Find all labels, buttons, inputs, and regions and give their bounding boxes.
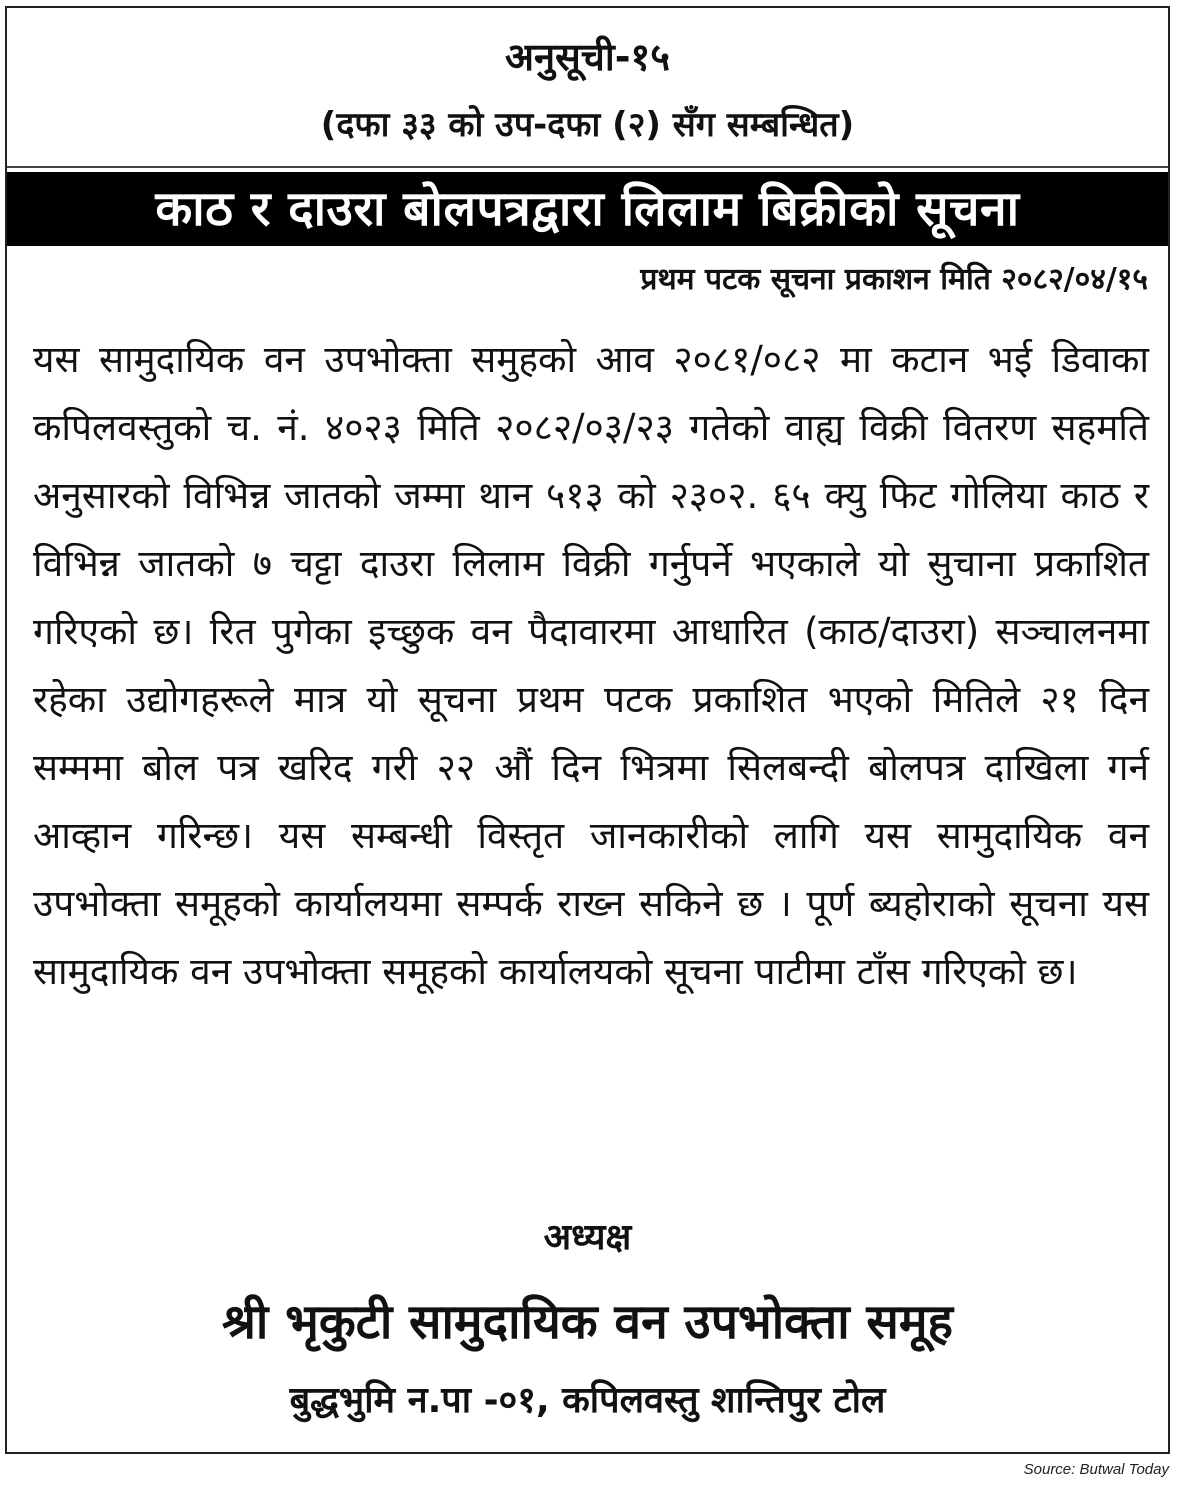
- notice-header: [7, 8, 1168, 168]
- signatory-title: अध्यक्ष: [543, 1217, 632, 1258]
- schedule-number: अनुसूची-१५: [504, 35, 671, 79]
- publication-date: प्रथम पटक सूचना प्रकाशन मिति २०८२/०४/१५: [640, 262, 1148, 297]
- organization-name: श्री भृकुटी सामुदायिक वन उपभोक्ता समूह: [221, 1294, 954, 1350]
- organization-address: बुद्धभुमि न.पा -०१, कपिलवस्तु शान्तिपुर टोल: [289, 1380, 886, 1421]
- notice-title: काठ र दाउरा बोलपत्रद्वारा लिलाम बिक्रीको सूचना: [7, 172, 1168, 246]
- section-reference: (दफा ३३ को उप-दफा (२) सँग सम्बन्धित): [320, 105, 855, 145]
- notice-body: यस सामुदायिक वन उपभोक्ता समुहको आव २०८१/०८२ मा कटान भई डिवाका कपिलवस्तुको च. नं. ४०२३ मिति २०८२/०३/२३ गतेको वाह्य विक्री वितरण सहमति अनुसारको विभिन्न जातको जम्मा थान ५१३ को २३०२. ६५ क्यु फिट गोलिया काठ र विभिन्न जातको ७ चट्टा दाउरा लिलाम विक्री गर्नुपर्ने भएकाले यो सुचाना प्रकाशित गरिएको छ। रित पुगेका इच्छुक वन पैदावारमा आधारित (काठ/दाउरा) सञ्चालनमा रहेका उद्योगहरूले मात्र यो सूचना प्रथम पटक प्रकाशित भएको मितिले २१ दिन सम्ममा बोल पत्र खरिद गरी २२ औं दिन भित्रमा सिलबन्दी बोलपत्र दाखिला गर्न आव्हान गरिन्छ। यस सम्बन्धी विस्तृत जानकारीको लागि यस सामुदायिक वन उपभोक्ता समूहको कार्यालयमा सम्पर्क राख्न सकिने छ । पूर्ण ब्यहोराको सूचना यस सामुदायिक वन उपभोक्ता समूहको कार्यालयको सूचना पाटीमा टाँस गरिएको छ।: [33, 338, 1149, 993]
- source-credit: Source: Butwal Today: [1023, 1461, 1169, 1478]
- notice-frame: [5, 6, 1170, 1454]
